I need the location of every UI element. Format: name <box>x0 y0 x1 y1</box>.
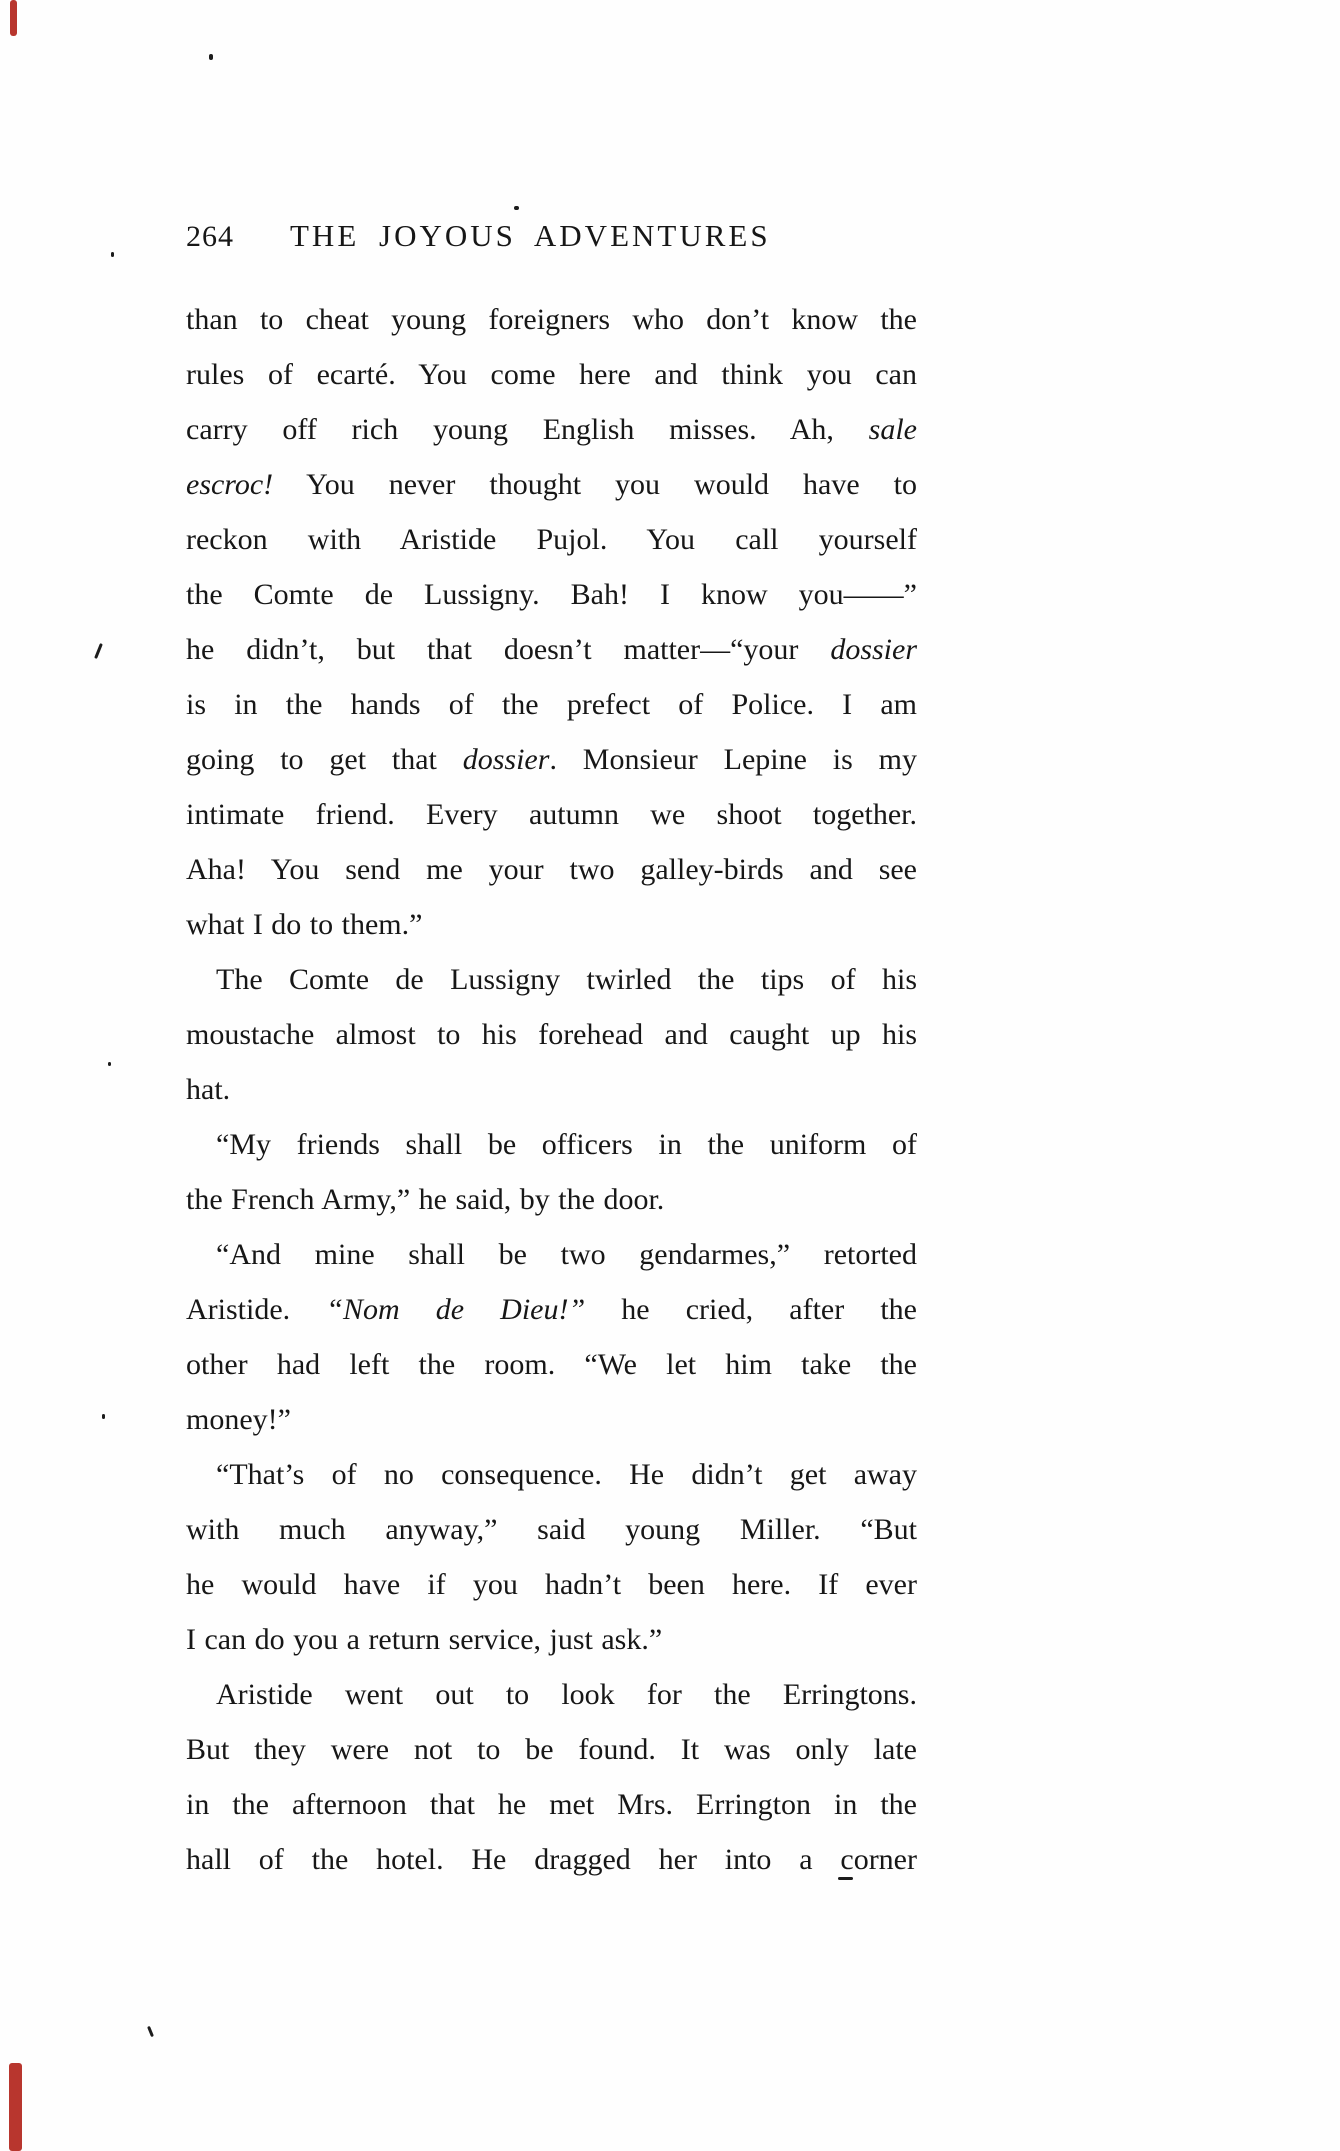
text-line: the French Army,” he said, by the door. <box>186 1183 665 1216</box>
text-line: “And mine shall be two gendarmes,” retorted <box>216 1238 917 1271</box>
text-line: But they were not to be found. It was only late <box>186 1733 917 1766</box>
book-edge-mark-bottom <box>9 2063 22 2151</box>
text-line: hall of the hotel. He dragged her into a corner <box>186 1843 917 1876</box>
text-line: the Comte de Lussigny. Bah! I know you——” <box>186 578 917 611</box>
page-header <box>186 218 771 254</box>
text-line: he didn’t, but that doesn’t matter—“your dossier <box>186 633 917 666</box>
text-line: other had left the room. “We let him take the <box>186 1348 917 1381</box>
text-line: money!” <box>186 1403 291 1436</box>
text-line: Aristide. “Nom de Dieu!” he cried, after the <box>186 1293 917 1326</box>
text-line: going to get that dossier. Monsieur Lepine is my <box>186 743 917 776</box>
page-number: 264 <box>186 220 234 253</box>
scan-speck <box>209 54 213 60</box>
text-line: is in the hands of the prefect of Police. I am <box>186 688 917 721</box>
scan-mark-tick <box>147 2026 154 2037</box>
text-line: escroc! You never thought you would have to <box>186 468 917 501</box>
text-line: rules of ecarté. You come here and think you can <box>186 358 917 391</box>
text-line: he would have if you hadn’t been here. If ever <box>186 1568 917 1601</box>
text-line: The Comte de Lussigny twirled the tips of his <box>216 963 917 996</box>
scan-mark-dash <box>838 1877 853 1880</box>
scan-mark-slash <box>94 643 103 659</box>
page-body <box>186 292 917 1887</box>
text-line: hat. <box>186 1073 231 1106</box>
text-line: “That’s of no consequence. He didn’t get away <box>216 1458 917 1491</box>
text-line: than to cheat young foreigners who don’t know the <box>186 303 917 336</box>
scan-speck <box>514 206 519 210</box>
text-line: with much anyway,” said young Miller. “But <box>186 1513 917 1546</box>
text-line: Aristide went out to look for the Erringtons. <box>216 1678 917 1711</box>
text-line: Aha! You send me your two galley-birds and see <box>186 853 917 886</box>
text-line: in the afternoon that he met Mrs. Errington in the <box>186 1788 917 1821</box>
scan-speck <box>111 252 114 257</box>
running-title: THE JOYOUS ADVENTURES <box>290 218 771 253</box>
text-line: I can do you a return service, just ask.” <box>186 1623 663 1656</box>
scan-speck <box>108 1062 111 1066</box>
text-line: reckon with Aristide Pujol. You call yourself <box>186 523 917 556</box>
text-line: moustache almost to his forehead and caught up his <box>186 1018 917 1051</box>
text-line: carry off rich young English misses. Ah, sale <box>186 413 917 446</box>
text-line: intimate friend. Every autumn we shoot together. <box>186 798 917 831</box>
scan-speck <box>102 1414 105 1419</box>
text-line: “My friends shall be officers in the uniform of <box>216 1128 917 1161</box>
book-edge-mark-top <box>10 0 17 36</box>
text-line: what I do to them.” <box>186 908 423 941</box>
